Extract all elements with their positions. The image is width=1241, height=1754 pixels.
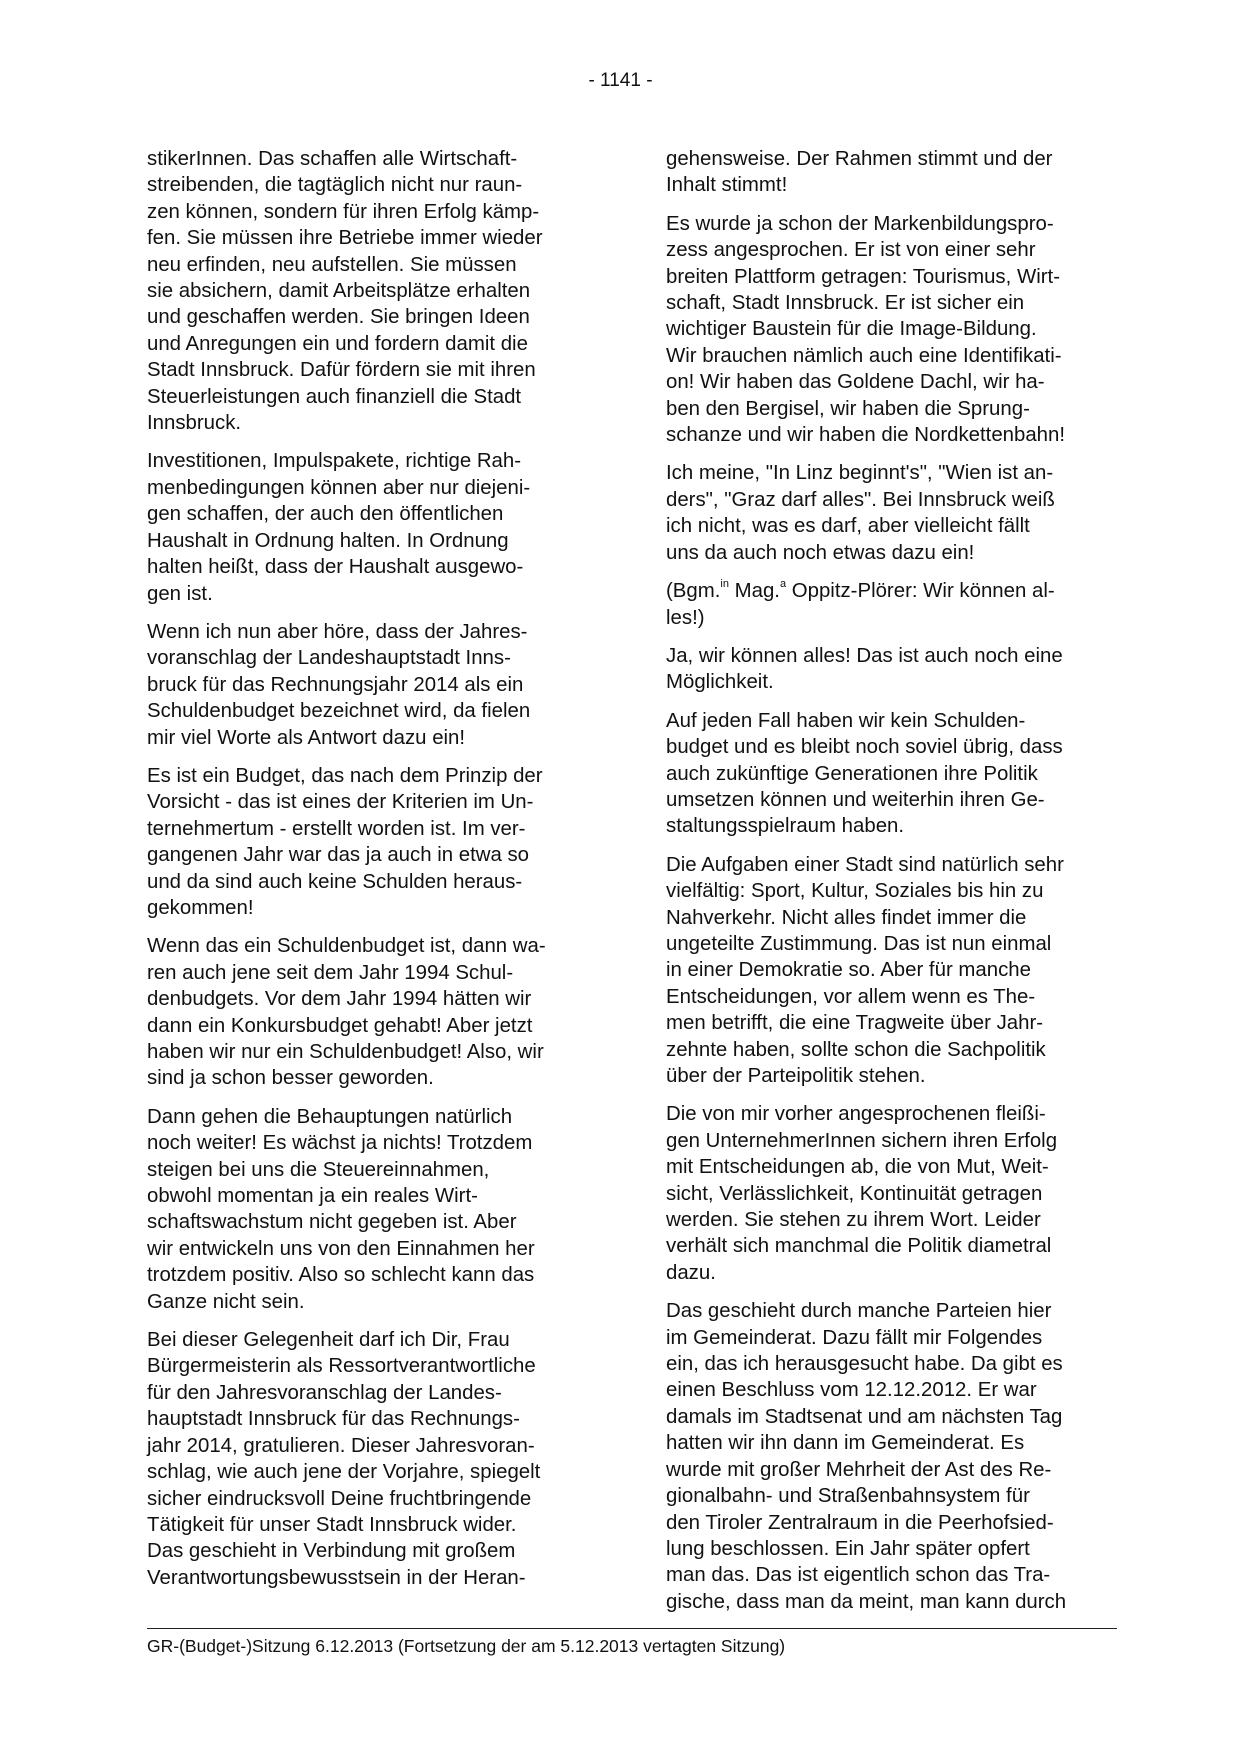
paragraph	[666, 146, 1114, 199]
text-line: mir viel Worte als Antwort dazu ein!	[147, 726, 466, 749]
paragraph	[666, 211, 1114, 449]
text-line: mit Entscheidungen ab, die von Mut, Weit-	[666, 1156, 1049, 1179]
text-line: menbedingungen können aber nur diejeni-	[147, 476, 531, 499]
text-line: denbudgets. Vor dem Jahr 1994 hätten wir	[147, 988, 532, 1011]
text-line: Wenn das ein Schuldenbudget ist, dann wa-	[147, 935, 546, 958]
text-line: jahr 2014, gratulieren. Dieser Jahresvoran-	[147, 1434, 535, 1457]
text-line: men betrifft, die eine Tragweite über Jahr-	[666, 1012, 1044, 1035]
text-line: Investitionen, Impulspakete, richtige Rah-	[147, 450, 522, 473]
text-line: in einer Demokratie so. Aber für manche	[666, 959, 1031, 982]
text-line: uns da auch noch etwas dazu ein!	[666, 541, 975, 564]
text-line: Das geschieht in Verbindung mit großem	[147, 1540, 516, 1563]
footer-session-info: GR-(Budget-)Sitzung 6.12.2013 (Fortsetzung der am 5.12.2013 vertagten Sitzung)	[147, 1636, 786, 1656]
right-column	[666, 146, 1114, 1627]
text-line: hatten wir ihn dann im Gemeinderat. Es	[666, 1432, 1025, 1455]
paragraph	[666, 1298, 1114, 1615]
text-line: und da sind auch keine Schulden heraus-	[147, 870, 523, 893]
text-line: man das. Das ist eigentlich schon das Tra-	[666, 1564, 1051, 1587]
text-line: gen UnternehmerInnen sichern ihren Erfolg	[666, 1129, 1058, 1152]
text-line: gekommen!	[147, 896, 254, 919]
text-line: schanze und wir haben die Nordkettenbahn!	[666, 424, 1066, 447]
text-line: zen können, sondern für ihren Erfolg kämp-	[147, 200, 540, 223]
text-line: zess angesprochen. Er ist von einer sehr	[666, 239, 1036, 262]
paragraph	[147, 763, 595, 921]
text-line: staltungsspielraum haben.	[666, 815, 905, 838]
text-line: Die von mir vorher angesprochenen fleißi-	[666, 1103, 1046, 1126]
text-line: lung beschlossen. Ein Jahr später opfert	[666, 1537, 1030, 1560]
text-line: streibenden, die tagtäglich nicht nur raun-	[147, 174, 523, 197]
text-line: trotzdem positiv. Also so schlecht kann das	[147, 1264, 535, 1287]
paragraph	[147, 1327, 595, 1591]
text-line: bruck für das Rechnungsjahr 2014 als ein	[147, 673, 524, 696]
text-line: sind ja schon besser geworden.	[147, 1067, 434, 1090]
text-line: wir entwickeln uns von den Einnahmen her	[147, 1237, 535, 1260]
text-line: hauptstadt Innsbruck für das Rechnungs-	[147, 1408, 520, 1431]
text-line: Bürgermeisterin als Ressortverantwortliche	[147, 1355, 536, 1378]
text-line: schlag, wie auch jene der Vorjahre, spiegelt	[147, 1461, 541, 1484]
text-line: steigen bei uns die Steuereinnahmen,	[147, 1158, 490, 1181]
paragraph	[666, 708, 1114, 840]
text-line: einen Beschluss vom 12.12.2012. Er war	[666, 1379, 1037, 1402]
text-line: Vorsicht - das ist eines der Kriterien im Un-	[147, 791, 534, 814]
paragraph	[147, 146, 595, 436]
text-line: haben wir nur ein Schuldenbudget! Also, wir	[147, 1041, 544, 1063]
text-line: gangenen Jahr war das ja auch in etwa so	[147, 844, 530, 867]
interjection-paragraph	[666, 578, 1114, 631]
text-line: gionalbahn- und Straßenbahnsystem für	[666, 1485, 1030, 1508]
text-line: sie absichern, damit Arbeitsplätze erhalten	[147, 280, 531, 303]
text-line: ternehmertum - erstellt worden ist. Im ver-	[147, 817, 526, 840]
text-line: Stadt Innsbruck. Dafür fördern sie mit ihren	[147, 359, 536, 382]
text-line: breiten Plattform getragen: Tourismus, Wirt-	[666, 265, 1060, 288]
text-line: schaft, Stadt Innsbruck. Er ist sicher ein	[666, 292, 1025, 315]
text-line: on! Wir haben das Goldene Dachl, wir ha-	[666, 371, 1045, 394]
paragraph	[147, 1104, 595, 1315]
text-line: werden. Sie stehen zu ihrem Wort. Leider	[666, 1209, 1041, 1232]
text-line: Schuldenbudget bezeichnet wird, da fielen	[147, 700, 531, 723]
text-line: über der Parteipolitik stehen.	[666, 1065, 926, 1087]
paragraph	[666, 852, 1114, 1090]
text-line: halten heißt, dass der Haushalt ausgewo-	[147, 556, 524, 579]
text-line: sicht, Verlässlichkeit, Kontinuität getragen	[666, 1182, 1043, 1205]
text-line: Das geschieht durch manche Parteien hier	[666, 1300, 1052, 1323]
text-line: Wenn ich nun aber höre, dass der Jahres-	[147, 620, 528, 643]
footer-divider	[147, 1628, 1117, 1629]
text-line: für den Jahresvoranschlag der Landes-	[147, 1381, 502, 1404]
text-line: auch zukünftige Generationen ihre Politik	[666, 762, 1038, 785]
text-line: Auf jeden Fall haben wir kein Schulden-	[666, 709, 1026, 732]
text-line: voranschlag der Landeshauptstadt Inns-	[147, 647, 511, 670]
text-line: Die Aufgaben einer Stadt sind natürlich sehr	[666, 853, 1064, 876]
text-line: und Anregungen ein und fordern damit die	[147, 332, 528, 355]
text-line: umsetzen können und weiterhin ihren Ge-	[666, 788, 1045, 811]
text-line: Steuerleistungen auch finanziell die Stadt	[147, 385, 522, 408]
text-line: Tätigkeit für unser Stadt Innsbruck wider.	[147, 1513, 517, 1536]
text-line: ein, das ich herausgesucht habe. Da gibt es	[666, 1353, 1063, 1376]
text-line: Haushalt in Ordnung halten. In Ordnung	[147, 529, 509, 552]
text-line: ders", "Graz darf alles". Bei Innsbruck weiß	[666, 488, 1055, 511]
text-line: Ich meine, "In Linz beginnt's", "Wien ist an-	[666, 462, 1054, 485]
text-line: wurde mit großer Mehrheit der Ast des Re-	[666, 1458, 1052, 1481]
paragraph	[666, 460, 1114, 566]
text-line: Nahverkehr. Nicht alles findet immer die	[666, 906, 1027, 929]
text-line: Bei dieser Gelegenheit darf ich Dir, Frau	[147, 1329, 510, 1352]
text-line: neu erfinden, neu aufstellen. Sie müssen	[147, 253, 517, 276]
text-line: im Gemeinderat. Dazu fällt mir Folgendes	[666, 1326, 1043, 1349]
paragraph	[147, 448, 595, 606]
text-line: wichtiger Baustein für die Image-Bildung.	[666, 318, 1037, 341]
text-line: dann ein Konkursbudget gehabt! Aber jetzt	[147, 1014, 533, 1037]
interjection-line: (Bgm.$^{in}$ Mag.$^a$ Oppitz-Plörer: Wir können al-	[666, 578, 1055, 603]
text-line: verhält sich manchmal die Politik diametral	[666, 1235, 1052, 1258]
text-line: noch weiter! Es wächst ja nichts! Trotzdem	[147, 1132, 533, 1155]
text-line: Dann gehen die Behauptungen natürlich	[147, 1105, 513, 1128]
text-line: gische, dass man da meint, man kann durch	[666, 1590, 1067, 1613]
text-line: Möglichkeit.	[666, 671, 774, 694]
text-line: sicher eindrucksvoll Deine fruchtbringende	[147, 1487, 532, 1510]
text-line: Inhalt stimmt!	[666, 174, 788, 197]
text-line: gen ist.	[147, 582, 213, 605]
text-line: Ja, wir können alles! Das ist auch noch eine	[666, 644, 1063, 667]
text-line: stikerInnen. Das schaffen alle Wirtschaft-	[147, 148, 518, 170]
page-number: - 1141 -	[588, 70, 653, 91]
text-line: budget und es bleibt noch soviel übrig, dass	[666, 736, 1063, 759]
text-line: obwohl momentan ja ein reales Wirt-	[147, 1185, 478, 1208]
text-line: ungeteilte Zustimmung. Das ist nun einmal	[666, 932, 1052, 955]
text-line: dazu.	[666, 1261, 716, 1284]
text-line: vielfältig: Sport, Kultur, Soziales bis hin zu	[666, 880, 1044, 903]
paragraph	[666, 643, 1114, 696]
text-line: Entscheidungen, vor allem wenn es The-	[666, 985, 1036, 1008]
text-line: Innsbruck.	[147, 412, 242, 435]
text-line: und geschaffen werden. Sie bringen Ideen	[147, 306, 530, 329]
text-line: gen schaffen, der auch den öffentlichen	[147, 503, 504, 526]
paragraph	[147, 619, 595, 751]
text-line: Wir brauchen nämlich auch eine Identifikati-	[666, 344, 1062, 367]
left-column	[147, 146, 595, 1603]
text-line: Ganze nicht sein.	[147, 1290, 305, 1313]
text-line: ich nicht, was es darf, aber vielleicht fällt	[666, 515, 1030, 538]
text-line: den Tiroler Zentralraum in die Peerhofsied-	[666, 1511, 1054, 1534]
text-line: Es wurde ja schon der Markenbildungspro-	[666, 212, 1054, 235]
text-line: gehensweise. Der Rahmen stimmt und der	[666, 148, 1053, 170]
paragraph	[147, 933, 595, 1091]
paragraph	[666, 1101, 1114, 1286]
text-line: Verantwortungsbewusstsein in der Heran-	[147, 1566, 526, 1589]
text-line: schaftswachstum nicht gegeben ist. Aber	[147, 1211, 517, 1234]
interjection-line: les!)	[666, 606, 705, 629]
text-line: ben den Bergisel, wir haben die Sprung-	[666, 397, 1030, 420]
text-line: zehnte haben, sollte schon die Sachpolitik	[666, 1038, 1046, 1061]
text-line: ren auch jene seit dem Jahr 1994 Schul-	[147, 961, 514, 984]
text-line: damals im Stadtsenat und am nächsten Tag	[666, 1405, 1063, 1428]
text-line: Es ist ein Budget, das nach dem Prinzip der	[147, 764, 543, 787]
text-line: fen. Sie müssen ihre Betriebe immer wieder	[147, 227, 543, 250]
